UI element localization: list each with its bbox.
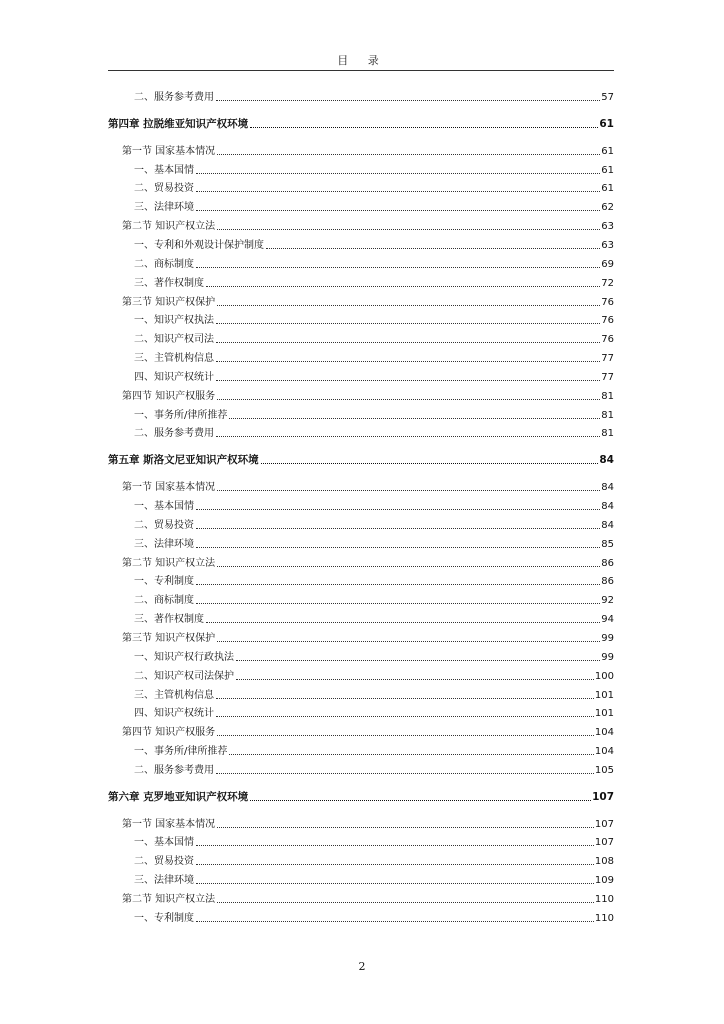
- toc-dot-leader: [196, 864, 594, 865]
- toc-entry-title: 二、贸易投资: [134, 519, 194, 531]
- page-number: 2: [358, 960, 366, 973]
- toc-entry-title: 三、著作权制度: [134, 277, 204, 289]
- toc-dot-leader: [216, 436, 600, 437]
- toc-entry-title: 二、知识产权司法保护: [134, 670, 234, 682]
- toc-entry-page: 72: [601, 277, 614, 289]
- toc-entry-title: 第四章 拉脱维亚知识产权环境: [108, 117, 249, 130]
- toc-entry-page: 57: [601, 92, 614, 103]
- toc-entry-title: 三、法律环境: [134, 875, 194, 887]
- toc-entry-title: 三、主管机构信息: [134, 353, 214, 365]
- header-rule: [108, 70, 614, 71]
- toc-item-entry[interactable]: [134, 705, 614, 720]
- toc-entry-title: 第六章 克罗地亚知识产权环境: [108, 790, 249, 803]
- toc-entry-page: 81: [601, 409, 614, 421]
- toc-dot-leader: [206, 286, 600, 287]
- toc-entry-page: 62: [601, 202, 614, 214]
- toc-entry-page: 85: [601, 538, 614, 550]
- toc-item-entry[interactable]: [134, 872, 614, 887]
- toc-entry-page: 107: [592, 790, 614, 803]
- toc-item-entry[interactable]: [134, 517, 614, 532]
- toc-item-entry[interactable]: [134, 369, 614, 384]
- toc-entry-title: 第二节 知识产权立法: [122, 894, 216, 905]
- toc-entry-title: 一、基本国情: [134, 501, 194, 512]
- toc-entry-title: 二、贸易投资: [134, 856, 194, 868]
- toc-dot-leader: [196, 173, 600, 174]
- toc-chapter-entry[interactable]: [108, 116, 614, 131]
- toc-entry-title: 四、知识产权统计: [134, 708, 214, 720]
- toc-item-entry[interactable]: [134, 536, 614, 551]
- toc-item-entry[interactable]: [134, 687, 614, 702]
- toc-entry-page: 105: [594, 764, 614, 776]
- toc-entry-page: 107: [594, 818, 614, 830]
- toc-dot-leader: [196, 267, 600, 268]
- toc-section-entry[interactable]: [122, 630, 614, 645]
- toc-entry-title: 第四节 知识产权服务: [122, 727, 216, 739]
- toc-entry-page: 86: [601, 557, 614, 569]
- toc-dot-leader: [216, 773, 594, 774]
- toc-entry-page: 61: [601, 145, 614, 157]
- toc-item-entry[interactable]: [134, 199, 614, 214]
- toc-dot-leader: [216, 361, 600, 362]
- toc-dot-leader: [217, 735, 594, 736]
- toc-entry-page: 77: [601, 353, 614, 365]
- toc-dot-leader: [196, 883, 594, 884]
- toc-item-entry[interactable]: [134, 762, 614, 777]
- toc-dot-leader: [216, 698, 594, 699]
- toc-chapter-entry[interactable]: [108, 789, 614, 804]
- toc-entry-title: 一、专利制度: [134, 912, 194, 924]
- toc-entry-page: 110: [594, 894, 614, 905]
- toc-dot-leader: [216, 323, 600, 324]
- toc-entry-page: 69: [601, 258, 614, 270]
- toc-entry-page: 63: [601, 239, 614, 251]
- toc-entry-title: 二、商标制度: [134, 595, 194, 607]
- toc-entry-title: 二、服务参考费用: [134, 92, 214, 103]
- toc-dot-leader: [216, 716, 594, 717]
- toc-dot-leader: [206, 622, 600, 623]
- toc-entry-title: 一、专利制度: [134, 576, 194, 588]
- toc-entry-page: 100: [594, 670, 614, 682]
- toc-item-entry[interactable]: [134, 910, 614, 925]
- toc-entry-page: 104: [594, 746, 614, 758]
- toc-item-entry[interactable]: [134, 162, 614, 177]
- toc-entry-title: 一、基本国情: [134, 164, 194, 176]
- toc-dot-leader: [216, 100, 600, 101]
- toc-entry-page: 104: [594, 727, 614, 739]
- toc-entry-title: 一、知识产权执法: [134, 315, 214, 327]
- toc-item-entry[interactable]: [134, 834, 614, 849]
- toc-dot-leader: [196, 191, 600, 192]
- toc-dot-leader: [236, 660, 600, 661]
- toc-dot-leader: [216, 342, 600, 343]
- toc-entry-title: 第五章 斯洛文尼亚知识产权环境: [108, 454, 259, 467]
- toc-dot-leader: [266, 248, 600, 249]
- toc-item-entry[interactable]: [134, 180, 614, 195]
- toc-entry-page: 101: [594, 689, 614, 701]
- toc-entry-page: 92: [601, 595, 614, 607]
- toc-item-entry[interactable]: [134, 498, 614, 513]
- toc-entry-page: 99: [601, 632, 614, 644]
- toc-dot-leader: [217, 827, 594, 828]
- toc-entry-page: 109: [594, 875, 614, 887]
- toc-dot-leader: [217, 566, 600, 567]
- toc-entry-title: 三、著作权制度: [134, 614, 204, 626]
- toc-section-entry[interactable]: [122, 294, 614, 309]
- toc-entry-page: 61: [601, 183, 614, 195]
- toc-item-entry[interactable]: [134, 573, 614, 588]
- toc-entry-title: 第三节 知识产权保护: [122, 296, 216, 308]
- toc-item-entry[interactable]: [134, 743, 614, 758]
- toc-item-entry[interactable]: [134, 89, 614, 104]
- toc-dot-leader: [196, 210, 600, 211]
- toc-item-entry[interactable]: [134, 592, 614, 607]
- toc-dot-leader: [236, 679, 594, 680]
- toc-item-entry[interactable]: [134, 668, 614, 683]
- toc-entry-title: 第四节 知识产权服务: [122, 390, 216, 402]
- page-header-title: 目 录: [337, 54, 387, 67]
- toc-dot-leader: [196, 845, 594, 846]
- toc-entry-page: 110: [594, 912, 614, 924]
- toc-dot-leader: [229, 418, 600, 419]
- toc-entry-page: 81: [601, 428, 614, 440]
- toc-entry-title: 第二节 知识产权立法: [122, 557, 216, 569]
- toc-entry-page: 61: [601, 164, 614, 176]
- toc-dot-leader: [217, 229, 600, 230]
- toc-entry-title: 第二节 知识产权立法: [122, 221, 216, 233]
- toc-item-entry[interactable]: [134, 611, 614, 626]
- toc-entry-title: 一、基本国情: [134, 837, 194, 849]
- toc-dot-leader: [196, 584, 600, 585]
- toc-dot-leader: [216, 380, 600, 381]
- toc-entry-title: 一、事务所/律所推荐: [134, 409, 228, 421]
- toc-entry-page: 86: [601, 576, 614, 588]
- toc-section-entry[interactable]: [122, 218, 614, 233]
- toc-section-entry[interactable]: [122, 388, 614, 403]
- toc-entry-title: 四、知识产权统计: [134, 371, 214, 383]
- toc-entry-page: 77: [601, 371, 614, 383]
- toc-item-entry[interactable]: [134, 312, 614, 327]
- toc-dot-leader: [229, 754, 594, 755]
- toc-entry-page: 108: [594, 856, 614, 868]
- toc-entry-title: 三、法律环境: [134, 202, 194, 214]
- toc-entry-title: 第一节 国家基本情况: [122, 482, 216, 494]
- toc-entry-title: 第三节 知识产权保护: [122, 632, 216, 644]
- toc-entry-title: 三、法律环境: [134, 538, 194, 550]
- toc-entry-page: 94: [601, 614, 614, 626]
- toc-entry-title: 一、事务所/律所推荐: [134, 746, 228, 758]
- toc-entry-page: 81: [601, 390, 614, 402]
- toc-entry-title: 一、知识产权行政执法: [134, 651, 234, 663]
- toc-entry-title: 二、服务参考费用: [134, 764, 214, 776]
- toc-entry-page: 84: [601, 519, 614, 531]
- toc-entry-title: 二、商标制度: [134, 258, 194, 270]
- toc-item-entry[interactable]: [134, 350, 614, 365]
- toc-dot-leader: [250, 800, 591, 801]
- toc-entry-page: 107: [594, 837, 614, 849]
- toc-dot-leader: [217, 641, 600, 642]
- toc-dot-leader: [217, 154, 600, 155]
- toc-entry-page: 76: [601, 334, 614, 346]
- toc-dot-leader: [196, 547, 600, 548]
- toc-dot-leader: [217, 399, 600, 400]
- toc-entry-title: 三、主管机构信息: [134, 689, 214, 701]
- toc-entry-title: 二、知识产权司法: [134, 334, 214, 346]
- toc-entry-page: 101: [594, 708, 614, 720]
- toc-item-entry[interactable]: [134, 237, 614, 252]
- toc-dot-leader: [217, 490, 600, 491]
- toc-dot-leader: [196, 509, 600, 510]
- toc-dot-leader: [196, 603, 600, 604]
- toc-section-entry[interactable]: [122, 891, 614, 906]
- toc-section-entry[interactable]: [122, 143, 614, 158]
- toc-item-entry[interactable]: [134, 425, 614, 440]
- toc-entry-page: 99: [601, 651, 614, 663]
- toc-chapter-entry[interactable]: [108, 452, 614, 467]
- toc-entry-page: 61: [599, 117, 614, 130]
- toc-entry-title: 二、贸易投资: [134, 183, 194, 195]
- toc-section-entry[interactable]: [122, 479, 614, 494]
- toc-dot-leader: [217, 305, 600, 306]
- toc-entry-title: 第一节 国家基本情况: [122, 818, 216, 830]
- toc-item-entry[interactable]: [134, 275, 614, 290]
- toc-dot-leader: [196, 528, 600, 529]
- toc-entry-page: 76: [601, 296, 614, 308]
- toc-dot-leader: [261, 463, 599, 464]
- toc-entry-page: 84: [601, 482, 614, 494]
- toc-dot-leader: [217, 902, 594, 903]
- toc-entry-title: 第一节 国家基本情况: [122, 145, 216, 157]
- toc-item-entry[interactable]: [134, 331, 614, 346]
- toc-entry-page: 84: [599, 454, 614, 467]
- toc-entry-page: 76: [601, 315, 614, 327]
- toc-dot-leader: [196, 921, 594, 922]
- toc-entry-page: 63: [601, 221, 614, 233]
- toc-item-entry[interactable]: [134, 853, 614, 868]
- toc-entry-title: 二、服务参考费用: [134, 428, 214, 440]
- toc-item-entry[interactable]: [134, 256, 614, 271]
- toc-section-entry[interactable]: [122, 555, 614, 570]
- toc-item-entry[interactable]: [134, 407, 614, 422]
- toc-item-entry[interactable]: [134, 649, 614, 664]
- toc-dot-leader: [250, 127, 598, 128]
- toc-section-entry[interactable]: [122, 816, 614, 831]
- toc-entry-title: 一、专利和外观设计保护制度: [134, 239, 264, 251]
- toc-section-entry[interactable]: [122, 724, 614, 739]
- toc-entry-page: 84: [601, 501, 614, 512]
